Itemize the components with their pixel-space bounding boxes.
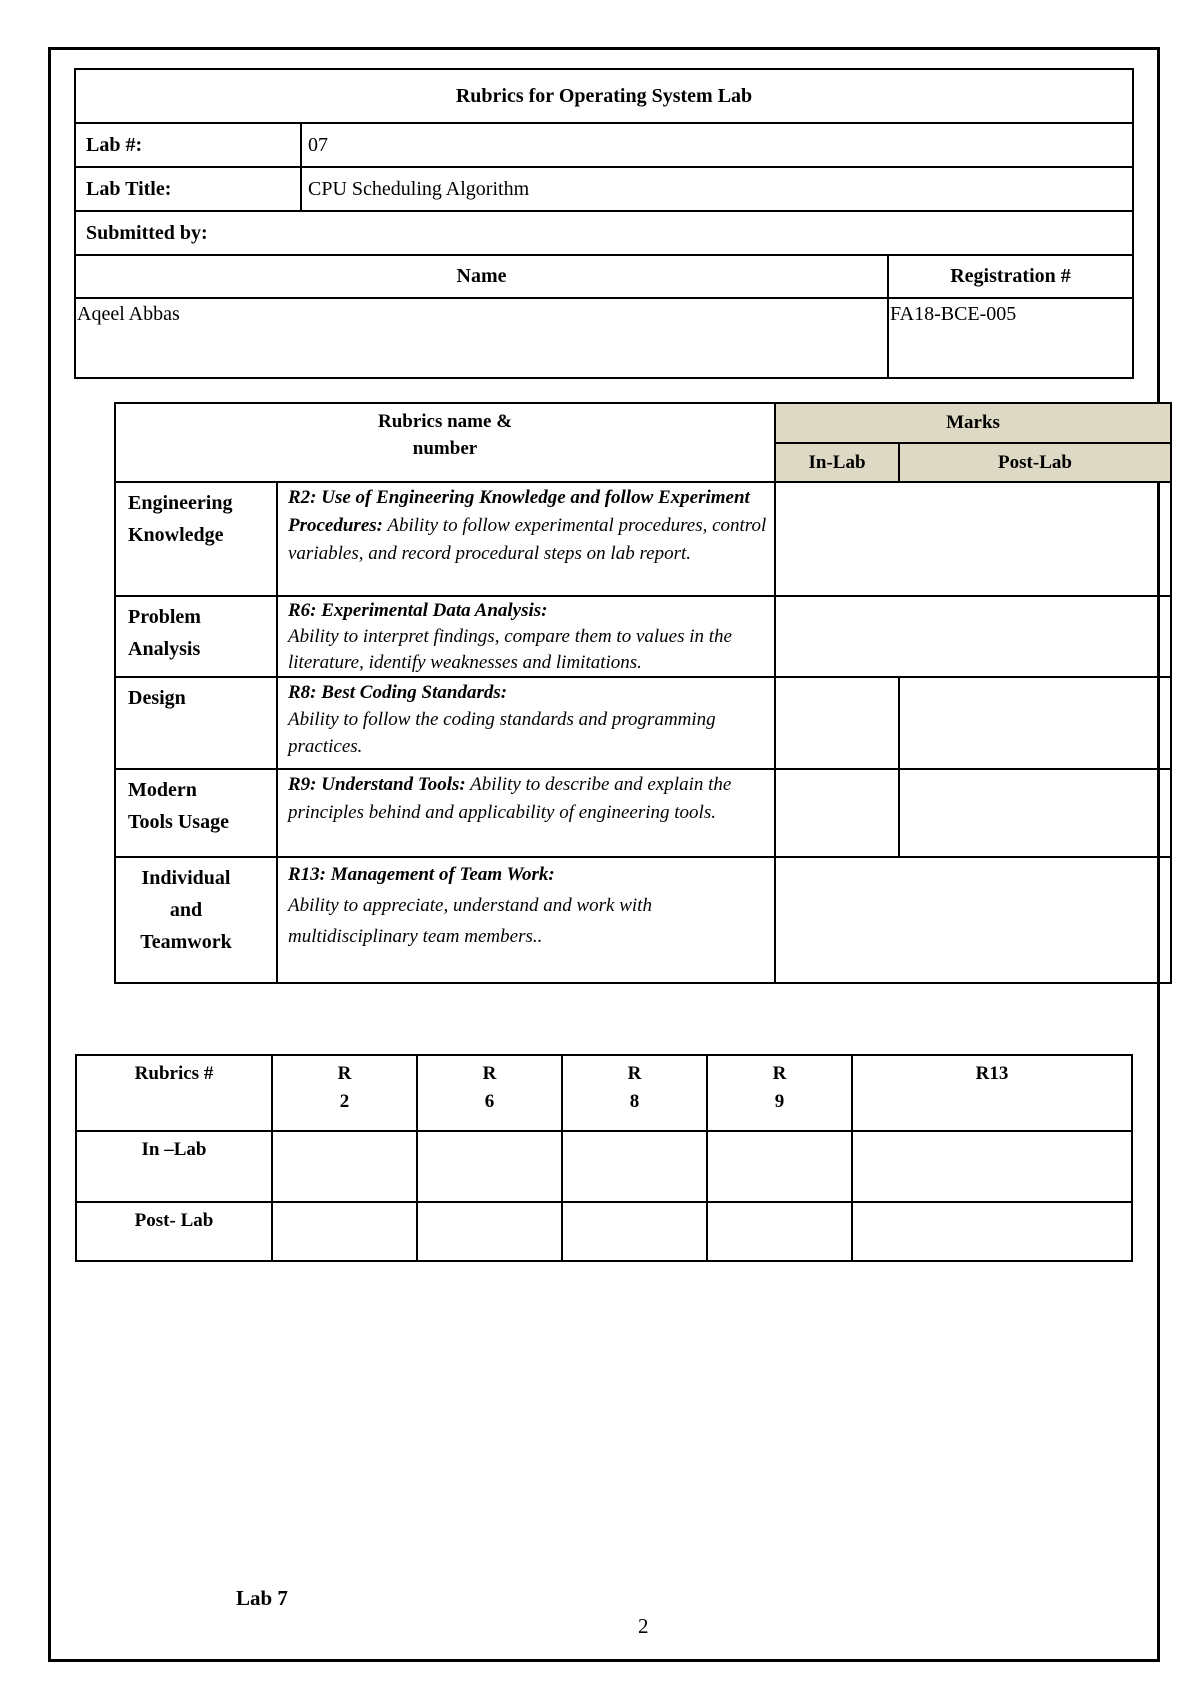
rubric-column-header-line: R — [482, 1063, 497, 1084]
marks-cell[interactable] — [775, 596, 1171, 677]
rubric-column-header — [707, 1055, 852, 1131]
rubrics-table — [114, 402, 1172, 984]
document-title: Rubrics for Operating System Lab — [75, 69, 1133, 123]
rubric-text: Ability to describe and explain the principles behind and applicability of engineering tools. — [288, 774, 732, 823]
rubric-category-line: Tools Usage — [128, 811, 229, 833]
rubric-description — [277, 857, 775, 983]
rubric-column-header-line: R — [337, 1063, 352, 1084]
rubric-category — [115, 857, 277, 983]
rubric-category-line: Modern — [128, 779, 197, 801]
rubric-column-header-line: R — [772, 1063, 787, 1084]
rubric-text: Ability to follow experimental procedures, control variables, and record procedural steps on lab report. — [288, 515, 767, 564]
score-cell[interactable] — [707, 1131, 852, 1202]
post-lab-marks-cell[interactable] — [899, 677, 1171, 769]
in-lab-marks-cell[interactable] — [775, 769, 899, 857]
rubric-category-line: Teamwork — [140, 931, 232, 953]
rubric-column-header-line: 8 — [629, 1091, 640, 1112]
student-name: Aqeel Abbas — [75, 298, 888, 378]
rubrics-number-label: Rubrics # — [76, 1055, 272, 1131]
rubrics-name-header — [115, 403, 775, 482]
rubric-category-line: Engineering — [128, 492, 233, 514]
rubric-column-header-line: 6 — [484, 1091, 495, 1112]
rubric-description — [277, 677, 775, 769]
rubric-column-header-line: 9 — [774, 1091, 785, 1112]
rubric-category-line: Individual — [141, 867, 231, 889]
rubric-category-line: and — [169, 899, 203, 921]
page-number: 2 — [638, 1614, 649, 1638]
rubric-category — [115, 677, 277, 769]
rubric-text: Ability to follow the coding standards and programming practices. — [288, 709, 716, 757]
rubric-category-line: Analysis — [128, 638, 201, 660]
post-lab-header: Post-Lab — [899, 443, 1171, 482]
rubric-category — [115, 482, 277, 596]
rubrics-name-header-line2: number — [412, 438, 478, 459]
rubric-title: R2: Use of Engineering Knowledge and follow Experiment Procedures: — [288, 487, 750, 536]
post-lab-row-label: Post- Lab — [76, 1202, 272, 1261]
rubric-column-header-line: 2 — [339, 1091, 350, 1112]
submitted-by-label: Submitted by: — [75, 211, 1133, 255]
score-cell[interactable] — [562, 1202, 707, 1261]
rubric-category-line: Design — [128, 687, 186, 709]
rubric-text: Ability to interpret findings, compare them to values in the literature, identify weaknesses and limitations. — [288, 626, 732, 673]
rubrics-name-header-line1: Rubrics name & — [377, 411, 513, 432]
marks-cell[interactable] — [775, 482, 1171, 596]
rubric-description — [277, 596, 775, 677]
score-cell[interactable] — [562, 1131, 707, 1202]
rubric-title: R13: Management of Team Work: — [288, 864, 555, 885]
lab-title-label: Lab Title: — [75, 167, 301, 211]
rubric-description — [277, 482, 775, 596]
in-lab-header: In-Lab — [775, 443, 899, 482]
score-cell[interactable] — [417, 1131, 562, 1202]
rubric-column-header — [417, 1055, 562, 1131]
rubric-category — [115, 596, 277, 677]
rubric-title: R8: Best Coding Standards: — [288, 682, 508, 703]
rubric-description — [277, 769, 775, 857]
post-lab-marks-cell[interactable] — [899, 769, 1171, 857]
rubric-category-line: Knowledge — [128, 524, 224, 546]
score-cell[interactable] — [852, 1202, 1132, 1261]
lab-number-value: 07 — [301, 123, 1133, 167]
score-cell[interactable] — [852, 1131, 1132, 1202]
score-cell[interactable] — [417, 1202, 562, 1261]
lab-title-value: CPU Scheduling Algorithm — [301, 167, 1133, 211]
rubric-column-header — [562, 1055, 707, 1131]
rubric-column-header — [852, 1055, 1132, 1131]
rubric-column-header-line: R13 — [975, 1063, 1009, 1084]
lab-number-label: Lab #: — [75, 123, 301, 167]
in-lab-row-label: In –Lab — [76, 1131, 272, 1202]
rubric-title: R6: Experimental Data Analysis: — [288, 600, 548, 621]
rubric-column-header-line: R — [627, 1063, 642, 1084]
rubric-category-line: Problem — [128, 606, 201, 628]
score-cell[interactable] — [707, 1202, 852, 1261]
rubric-scores-table — [75, 1054, 1133, 1262]
in-lab-marks-cell[interactable] — [775, 677, 899, 769]
rubric-column-header — [272, 1055, 417, 1131]
score-cell[interactable] — [272, 1202, 417, 1261]
footer-lab-label: Lab 7 — [236, 1586, 288, 1610]
lab-header-table — [74, 68, 1134, 379]
registration-column-header: Registration # — [888, 255, 1133, 298]
name-column-header: Name — [75, 255, 888, 298]
rubric-text: Ability to appreciate, understand and work with multidisciplinary team members.. — [288, 895, 652, 947]
marks-cell[interactable] — [775, 857, 1171, 983]
marks-header: Marks — [775, 403, 1171, 443]
rubric-category — [115, 769, 277, 857]
score-cell[interactable] — [272, 1131, 417, 1202]
rubric-title: R9: Understand Tools: — [288, 774, 466, 795]
student-registration: FA18-BCE-005 — [888, 298, 1133, 378]
